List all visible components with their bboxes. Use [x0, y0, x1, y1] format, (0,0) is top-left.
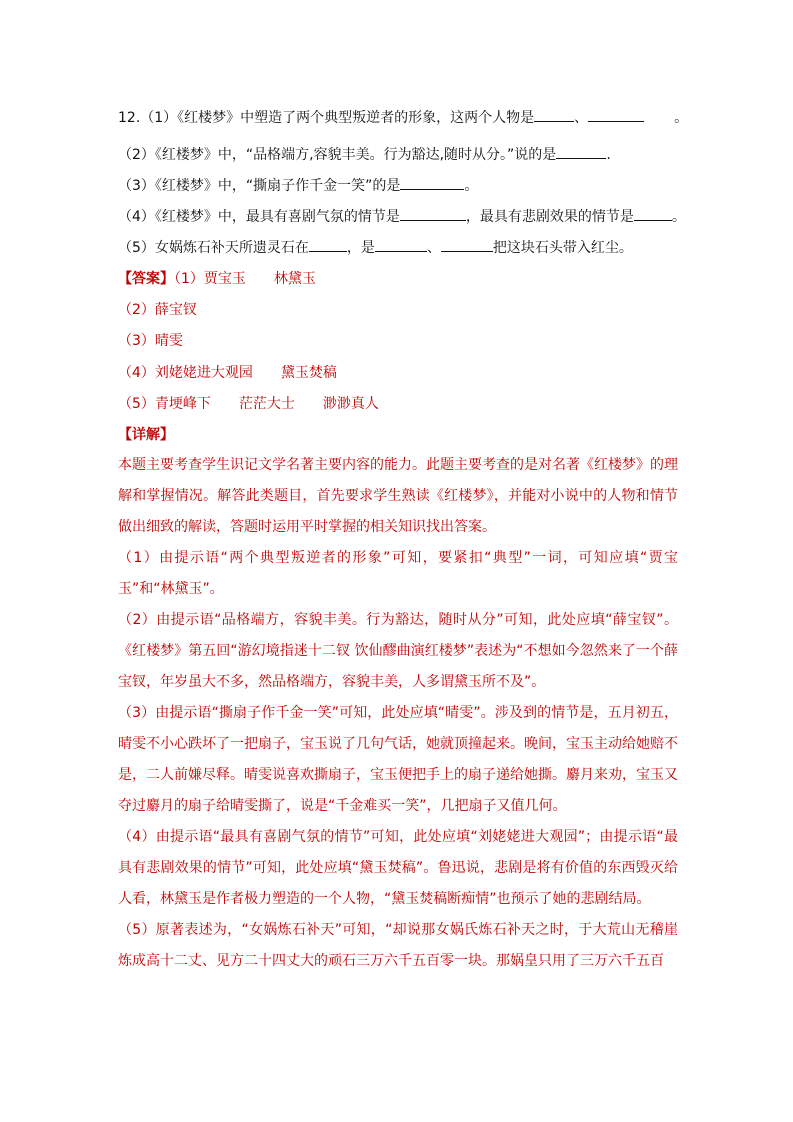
- blank-4a: [400, 206, 466, 221]
- answer-4: [118, 362, 678, 384]
- detail-label: 【详解】: [118, 427, 174, 443]
- q1-end: 。: [674, 110, 689, 126]
- answer-5b: 茫茫大士: [238, 396, 295, 412]
- question-4: [118, 206, 686, 228]
- answer-1b: 林黛玉: [273, 271, 316, 287]
- detail-body: [118, 450, 678, 977]
- blank-5a: [309, 237, 347, 252]
- q4-text: （4）《红楼梦》中，最具有喜剧气氛的情节是: [118, 209, 400, 225]
- q2-end: .: [606, 147, 611, 163]
- answer-2: [118, 299, 678, 321]
- blank-5b: [375, 237, 427, 252]
- answer-5a: （5）青埂峰下: [118, 396, 211, 412]
- q5-sep: 、: [426, 240, 441, 256]
- blank-2: [556, 144, 606, 159]
- q5-text: （5）女娲炼石补天所遗灵石在: [118, 240, 309, 256]
- q1-text: 12.（1）《红楼梦》中塑造了两个典型叛逆者的形象，这两个人物是: [118, 110, 535, 126]
- answer-4a: （4）刘姥姥进大观园: [118, 365, 253, 381]
- detail-p5: （5）原著表述为，“女娲炼石补天”可知，“却说那女娲氏炼石补天之时，于大荒山无稽崖炼成高十二丈、见方二十四丈大的顽石三万六千五百零一块。那娲皇只用了三万六千五百: [118, 922, 678, 969]
- answer-1: [118, 268, 678, 290]
- q5-mid: ，是: [346, 240, 375, 256]
- question-5: [118, 237, 678, 259]
- detail-p1: （1）由提示语“两个典型叛逆者的形象”可知，要紧扣“典型”一词，可知应填“贾宝玉”和“林黛玉”。: [118, 550, 678, 597]
- answer-3a: （3）晴雯: [118, 333, 183, 349]
- answer-5c: 渺渺真人: [322, 396, 379, 412]
- answer-4b: 黛玉焚稿: [280, 365, 337, 381]
- blank-4b: [634, 206, 672, 221]
- detail-p4: （4）由提示语“最具有喜剧气氛的情节”可知，此处应填“刘姥姥进大观园”；由提示语“最具有悲剧效果的情节”可知，此处应填“黛玉焚稿”。鲁迅说，悲剧是将有价值的东西毁灭给人看，林黛玉是作者极力塑造的一个人物，“黛玉焚稿断痴情”也预示了她的悲剧结局。: [118, 829, 678, 907]
- blank-1b: [588, 107, 644, 122]
- question-2: [118, 144, 678, 166]
- question-3: [118, 175, 678, 197]
- blank-3: [400, 175, 464, 190]
- answer-2a: （2）薛宝钗: [118, 302, 197, 318]
- blank-5c: [441, 237, 493, 252]
- detail-intro: 本题主要考查学生识记文学名著主要内容的能力。此题主要考查的是对名著《红楼梦》的理解和掌握情况。解答此类题目，首先要求学生熟读《红楼梦》，并能对小说中的人物和情节做出细致的解读，答题时运用平时掌握的相关知识找出答案。: [118, 457, 678, 535]
- q1-sep: 、: [574, 110, 589, 126]
- question-1: [118, 107, 689, 129]
- q4-end: 。: [671, 209, 686, 225]
- q3-end: 。: [464, 178, 479, 194]
- q2-text: （2）《红楼梦》中，“品格端方,容貌丰美。行为豁达,随时从分。”说的是: [118, 147, 557, 163]
- answer-3: [118, 330, 678, 352]
- answer-label: 【答案】: [118, 271, 174, 287]
- q3-text: （3）《红楼梦》中，“撕扇子作千金一笑”的是: [118, 178, 401, 194]
- detail-p3: （3）由提示语“撕扇子作千金一笑”可知，此处应填“晴雯”。涉及到的情节是，五月初五，晴雯不小心跌坏了一把扇子，宝玉说了几句气话，她就顶撞起来。晚间，宝玉主动给她赔不是，二人前嫌尽释。晴雯说喜欢撕扇子，宝玉便把手上的扇子递给她撕。麝月来劝，宝玉又夺过麝月的扇子给晴雯撕了，说是“千金难买一笑”，几把扇子又值几何。: [118, 705, 678, 814]
- detail-p2: （2）由提示语“品格端方，容貌丰美。行为豁达，随时从分”可知，此处应填“薛宝钗”。《红楼梦》第五回“游幻境指迷十二钗 饮仙醪曲演红楼梦”表述为“不想如今忽然来了一个薛宝钗，年岁虽大不多，然品格端方，容貌丰美，人多谓黛玉所不及”。: [118, 612, 678, 690]
- q4-mid: ，最具有悲剧效果的情节是: [465, 209, 634, 225]
- detail-heading: [118, 424, 678, 446]
- q5-end: 把这块石头带入红尘。: [492, 240, 633, 256]
- blank-1a: [534, 107, 574, 122]
- answer-5: [118, 393, 678, 415]
- answer-1a: （1）贾宝玉: [174, 271, 246, 287]
